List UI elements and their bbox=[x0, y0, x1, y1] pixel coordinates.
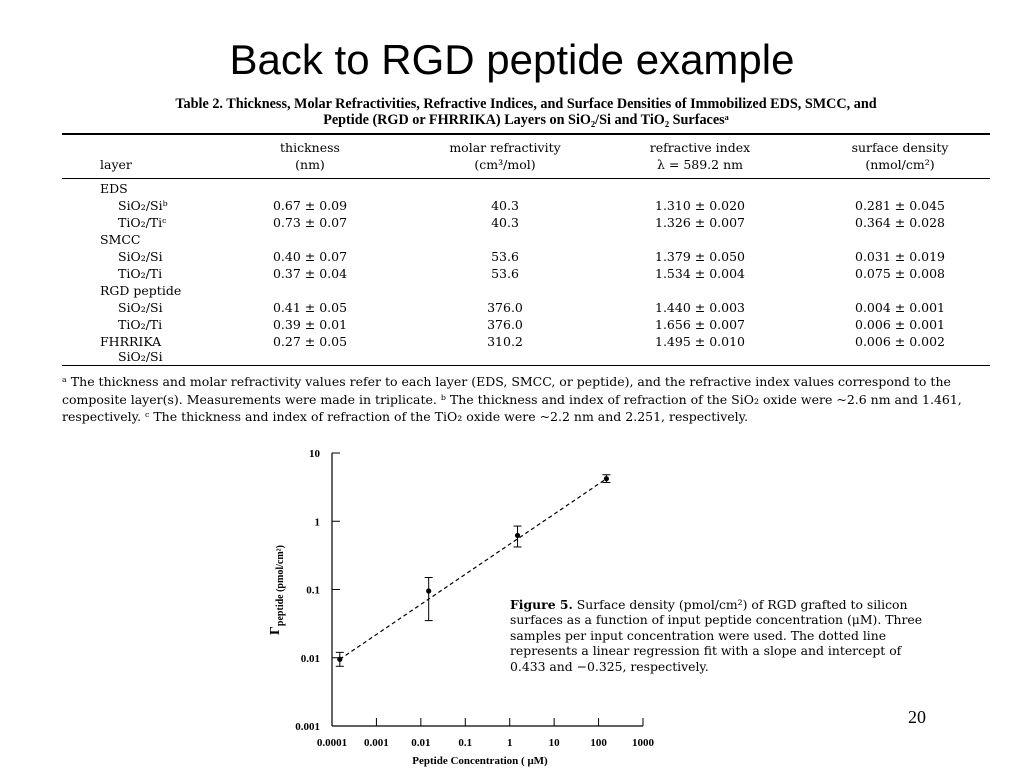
figure-caption-line-5: 0.433 and −0.325, respectively. bbox=[510, 658, 709, 674]
figure-caption-line-4: represents a linear regression fit with a slope and intercept of bbox=[510, 643, 902, 659]
x-tick-label: 10 bbox=[548, 737, 560, 749]
y-tick-label: 0.01 bbox=[300, 652, 320, 665]
cell-molar: 376.0 bbox=[487, 300, 523, 315]
header-molar-refractivity: molar refractivity bbox=[449, 140, 561, 155]
group-label-eds: EDS bbox=[100, 181, 128, 196]
group-label-fhrrika: FHRRIKA bbox=[100, 334, 162, 349]
header-surface-density: surface density bbox=[851, 140, 949, 155]
cell-molar: 376.0 bbox=[487, 317, 523, 332]
cell-molar: 310.2 bbox=[487, 334, 523, 349]
cell-layer: TiO₂/Ti bbox=[118, 317, 163, 332]
x-tick-label: 0.1 bbox=[458, 737, 473, 749]
cell-molar: 40.3 bbox=[491, 198, 519, 213]
cell-ri: 1.440 ± 0.003 bbox=[655, 300, 745, 315]
figure-caption-line-1: Surface density (pmol/cm²) of RGD grafted to silicon bbox=[572, 597, 908, 612]
data-point bbox=[515, 533, 520, 538]
cell-molar: 40.3 bbox=[491, 215, 519, 230]
x-tick-label: 100 bbox=[590, 737, 607, 749]
y-axis-label-sub: peptide (pmol/cm²) bbox=[275, 545, 286, 627]
x-tick-label: 1 bbox=[506, 737, 513, 749]
y-axis-label bbox=[268, 545, 286, 635]
y-tick-label: 0.1 bbox=[306, 584, 320, 597]
cell-ri: 1.495 ± 0.010 bbox=[655, 334, 745, 349]
x-tick-label: 0.0001 bbox=[316, 737, 348, 749]
data-point bbox=[426, 588, 431, 593]
cell-layer: TiO₂/Ti bbox=[118, 266, 163, 281]
cell-thickness: 0.37 ± 0.04 bbox=[272, 266, 348, 281]
x-tick-label: 1000 bbox=[632, 737, 654, 749]
y-tick-label: 0.001 bbox=[295, 721, 320, 733]
cell-ri: 1.379 ± 0.050 bbox=[655, 249, 745, 264]
y-tick-label: 10 bbox=[309, 448, 320, 460]
header-thickness-unit: (nm) bbox=[295, 157, 325, 172]
footnote-b: The thickness and index of refraction of the SiO₂ oxide were ~2.6 nm and 1.461, respectively. bbox=[62, 391, 962, 424]
cell-ri: 1.310 ± 0.020 bbox=[655, 198, 745, 213]
header-layer: layer bbox=[100, 157, 132, 172]
group-label-rgd-peptide: RGD peptide bbox=[100, 283, 182, 298]
cell-thickness: 0.73 ± 0.07 bbox=[272, 215, 348, 230]
y-tick-label: 1 bbox=[314, 516, 320, 529]
table-caption-line-2: Peptide (RGD or FHRRIKA) Layers on SiO₂/Si and TiO₂ Surfacesᵃ bbox=[323, 112, 729, 128]
figure-caption-line-3: samples per input concentration were used. The dotted line bbox=[510, 627, 887, 643]
cell-thickness: 0.67 ± 0.09 bbox=[272, 198, 348, 213]
figure-caption-label: Figure 5. bbox=[510, 597, 573, 612]
cell-sd: 0.004 ± 0.001 bbox=[855, 300, 945, 315]
cell-thickness: 0.40 ± 0.07 bbox=[272, 249, 348, 264]
cell-sd: 0.075 ± 0.008 bbox=[855, 266, 945, 281]
x-tick-label: 0.001 bbox=[364, 737, 389, 749]
cell-sd: 0.031 ± 0.019 bbox=[855, 249, 945, 264]
x-axis-label: Peptide Concentration ( μM) bbox=[412, 755, 548, 767]
cell-ri: 1.656 ± 0.007 bbox=[655, 317, 745, 332]
header-molar-refractivity-unit: (cm³/mol) bbox=[474, 157, 536, 172]
header-surface-density-unit: (nmol/cm²) bbox=[865, 157, 935, 172]
group-label-smcc: SMCC bbox=[100, 232, 141, 247]
cell-molar: 53.6 bbox=[491, 266, 519, 281]
page-number: 20 bbox=[908, 707, 926, 727]
cell-sd: 0.364 ± 0.028 bbox=[855, 215, 945, 230]
header-refractive-index-wavelength: λ = 589.2 nm bbox=[656, 157, 743, 172]
header-thickness: thickness bbox=[280, 140, 340, 155]
data-point bbox=[604, 476, 609, 481]
header-refractive-index: refractive index bbox=[649, 140, 751, 155]
footnote-a: The thickness and molar refractivity values refer to each layer (EDS, SMCC, or peptide), and the refractive index values correspond to the composite layer(s). Measurements were made in triplicate. bbox=[62, 374, 951, 407]
cell-thickness: 0.27 ± 0.05 bbox=[272, 334, 348, 349]
cell-layer: TiO₂/Tiᶜ bbox=[118, 215, 167, 230]
slide-title: Back to RGD peptide example bbox=[229, 36, 795, 83]
cell-ri: 1.326 ± 0.007 bbox=[655, 215, 745, 230]
footnote-mark-a: ᵃ bbox=[62, 374, 67, 389]
cell-layer: SiO₂/Si bbox=[118, 300, 163, 315]
cell-molar: 53.6 bbox=[491, 249, 519, 264]
figure-caption bbox=[510, 597, 934, 674]
figure-caption-line-2: surfaces as a function of input peptide concentration (μM). Three bbox=[510, 612, 923, 628]
x-tick-label: 0.01 bbox=[411, 737, 431, 749]
footnote-mark-b: ᵇ bbox=[436, 391, 446, 407]
cell-layer: SiO₂/Si bbox=[118, 249, 163, 264]
table-caption-line-1: Table 2. Thickness, Molar Refractivities, Refractive Indices, and Surface Densities of Immobilized EDS, SMCC, and bbox=[175, 96, 877, 112]
cell-sd: 0.006 ± 0.001 bbox=[855, 317, 945, 332]
cell-sd: 0.006 ± 0.002 bbox=[855, 334, 945, 349]
cell-thickness: 0.41 ± 0.05 bbox=[272, 300, 348, 315]
data-point bbox=[337, 657, 342, 662]
footnote-mark-c: ᶜ bbox=[141, 409, 150, 424]
cell-ri: 1.534 ± 0.004 bbox=[655, 266, 745, 281]
cell-layer: SiO₂/Si bbox=[118, 349, 163, 364]
footnote-c: The thickness and index of refraction of the TiO₂ oxide were ~2.2 nm and 2.251, respectively. bbox=[149, 409, 749, 424]
cell-layer: SiO₂/Siᵇ bbox=[118, 198, 168, 213]
cell-sd: 0.281 ± 0.045 bbox=[855, 198, 945, 213]
cell-thickness: 0.39 ± 0.01 bbox=[272, 317, 348, 332]
y-axis-label-main: Γ bbox=[268, 626, 283, 635]
